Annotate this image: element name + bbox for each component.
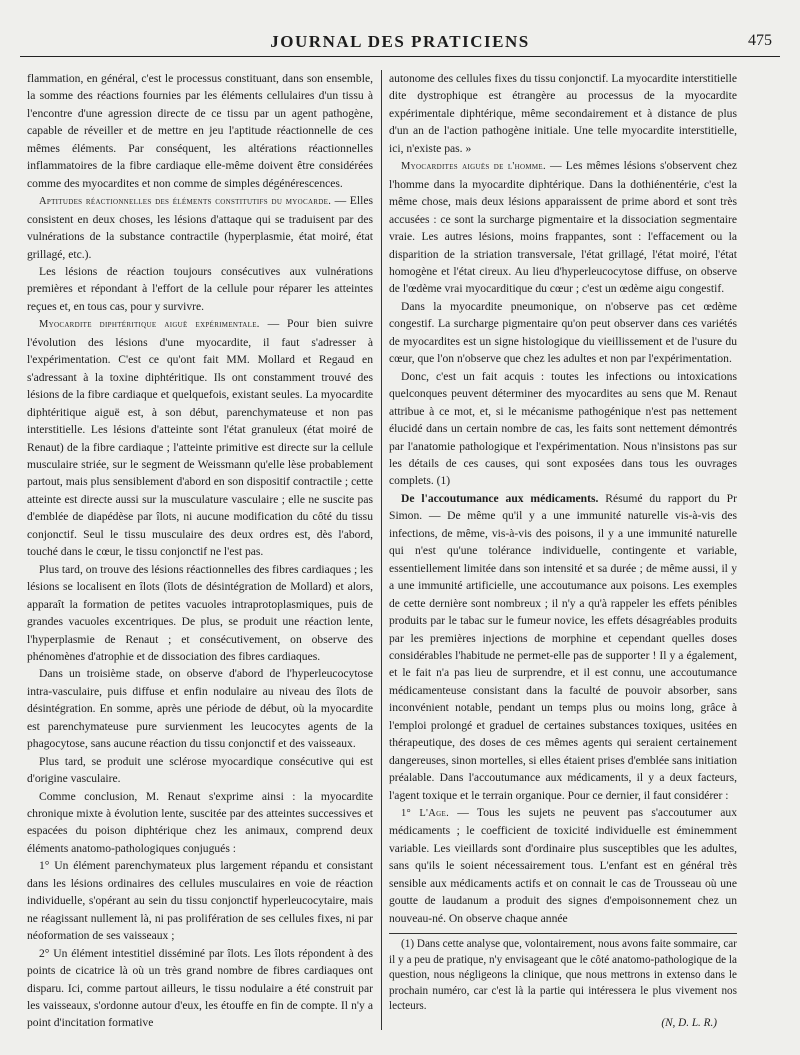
paragraph xyxy=(27,192,373,263)
page-header xyxy=(20,30,780,57)
paragraph-text: — Pour bien suivre l'évolution des lésions d'une myocardite, il faut s'adresser à l'expérimentation. C'est ce qu'ont fait MM. Mollard et Regaud en s'adressant à la toxine diphtéritique. Ils ont constamment trouvé des lésions de la fibre cardiaque et quelquefois, existant seules. La myocardite diphtéritique aiguë est, à son début, parenchymateuse et non pas interstitielle. Les lésions d'atteinte sont l'état granuleux (état moiré de Renaut) de la fibre cardiaque ; l'atteinte primitive est directe sur la cellule musculaire striée, sur le segment de Weissmann qu'elle lèse probablement partout, mais plus sensiblement d'abord en son dispositif contractile ; cette atteinte est directe aussi sur la musculature vasculaire ; elle ne suscite pas d'emblée de diapédèse par îlots, ni aucune modification du côté du tissu conjonctif. Seul le tissu musculaire des deux ordres est, dès l'abord, touché dans le cœur, le tissu conjonctif ne l'est pas. xyxy=(27,317,373,559)
paragraph: Plus tard, se produit une sclérose myocardique consécutive qui est d'origine vasculaire. xyxy=(27,754,373,786)
paragraph-text: — Tous les sujets ne peuvent pas s'accoutumer aux médicaments ; le coefficient de toxicité individuelle est éminemment variable. Les vieillards sont d'ordinaire plus susceptibles que les adultes, sans qu'ils le soient nécessairement tous. L'enfant est en général très sensible aux médicaments actifs et on connait le cas de Trousseau où une goutte de laudanum a produit des signes d'empoisonnement chez un nouveau-né. On observe chaque année xyxy=(389,806,738,925)
paragraph: 1° Un élément parenchymateux plus largement répandu et consistant dans les lésions ordinaires des cellules musculaires en voie de réaction individuelle, s'opérant au sein du tissu conjonctif hyperleucocytaire, mais ne réagissant nullement là, ni pas prolifération de ses cellules fixes, ni par néoformation de ses vaisseaux ; xyxy=(27,859,373,943)
right-column xyxy=(389,70,737,1032)
section-heading: De l'accoutumance aux médicaments. xyxy=(401,491,599,505)
paragraph: Comme conclusion, M. Renaut s'exprime ainsi : la myocardite chronique mixte à évolution lente, suscitée par des atteintes successives et espacées du poison diphtérique chez les animaux, comprend deux éléments anatomo-pathologiques conjugués : xyxy=(27,789,373,855)
footnote: (1) Dans cette analyse que, volontairement, nous avons faite sommaire, car il y a peu de pratique, n'y envisageant que le côté anatomo-pathologique de la question, nous négligeons la clinique, que nous mettrons in extenso dans le prochain numéro, car c'est là la partie qui intéressera le plus vivement nos lecteurs. xyxy=(389,938,737,1013)
paragraph-text: — Les mêmes lésions s'observent chez l'homme dans la myocardite diphtérique. Dans la dothiénentérie, c'est la même chose, mais deux lésions apparaissent de prime abord et sont très accusées : ce sont la surcharge pigmentaire et la dissociation segmentaire vraie. Les autres lésions, moins frappantes, sont : l'effacement ou la disparition de la striation transversale, l'état grillagé, l'état moiré, l'état homogène et l'état cireux. Au lieu d'hyperleucocytose diffuse, on observe de l'œdème vrai myocarditique du cœur ; c'est un œdème aigu congestif. xyxy=(389,159,737,296)
paragraph: 2° Un élément intestitiel disséminé par îlots. Les îlots répondent à des points de cicatrice là où un très grand nombre de fibres cardiaques ont disparu. Ici, comme partout ailleurs, le tissu nodulaire a été construit par les vaisseaux, s'ordonne autour d'eux, les étouffe en fin de compte. Il n'y a point d'incitation formative xyxy=(27,946,373,1030)
footnote-signature: (N, D. L. R.) xyxy=(661,1016,717,1029)
paragraph: Dans la myocardite pneumonique, on n'observe pas cet œdème congestif. La surcharge pigmentaire qu'on peut observer dans ces variétés de myocardites est un signe histologique du vieillissement et de l'usure du cœur, que l'on n'observe que chez les adultes et non par l'expérimentation. xyxy=(389,299,737,366)
paragraph: autonome des cellules fixes du tissu conjonctif. La myocardite interstitielle dite dystrophique est étrangère au processus de la myocardite expérimentale diphtérique, même secondairement et à distance de plus d'un an de l'action pathogène initiale. Une telle myocardite interstitielle, ici, n'existe pas. » xyxy=(389,72,737,155)
paragraph xyxy=(389,490,737,804)
section-heading: Myocardites aiguës de l'homme. xyxy=(401,161,546,173)
paragraph xyxy=(389,157,737,298)
journal-title: JOURNAL DES PRATICIENS xyxy=(270,32,530,51)
paragraph xyxy=(27,315,373,560)
section-heading: Aptitudes réactionnelles des éléments constitutifs du myocarde. xyxy=(39,196,332,208)
footnote-rule xyxy=(389,933,737,934)
paragraph: Donc, c'est un fait acquis : toutes les infections ou intoxications quelconques peuvent déterminer des myocardites au sens que M. Renaut attribue à ce mot, et, si le mécanisme pathogénique n'est pas nettement élucidé dans un certain nombre de cas, les faits sont nettement démontrés par l'anatomie pathologique et l'expérimentation. Nous n'insistons pas sur les détails de ces causes, qui sont exposées dans tous les ouvrages complets. (1) xyxy=(389,369,737,488)
paragraph: flammation, en général, c'est le processus constituant, dans son ensemble, la somme des réactions fournies par les éléments cellulaires d'un tissu à l'encontre d'une agression directe de ce tissu par un agent pathogène, capable de réveiller et de mettre en jeu l'aptitude réactionnelle de ces mêmes éléments. Par conséquent, les altérations réactionnelles inflammatoires de la fibre cardiaque elle-même doivent être considérées comme des myocardites et non comme de simples dégénérescences. xyxy=(27,72,373,190)
paragraph xyxy=(389,804,737,927)
section-heading: Myocardite diphtéritique aiguë expérimentale. xyxy=(39,319,260,331)
paragraph-text: — Elles consistent en deux choses, les lésions d'attaque qui se traduisent par des vulnérations de la substance contractile (hyperplasmie, état moiré, état grillagé, etc.). xyxy=(27,194,373,261)
paragraph: Dans un troisième stade, on observe d'abord de l'hyperleucocytose intra-vasculaire, puis diffuse et enfin nodulaire au niveau des îlots de désintégration. En somme, après une période de début, où la myocardite est parenchymateuse pure survienment les leucocytes agents de la phagocytose, sans aucune réaction du tissu conjonctif et des vaisseaux. xyxy=(27,667,373,751)
left-column xyxy=(27,70,373,1032)
paragraph: Les lésions de réaction toujours consécutives aux vulnérations premières et répondant à l'effort de la cellule pour réparer les atteintes reçues et, en tous cas, pour y survivre. xyxy=(27,264,373,313)
column-divider xyxy=(381,70,382,1030)
paragraph-text: Résumé du rapport du Pr Simon. — De même qu'il y a une immunité naturelle vis-à-vis des infections, de même, vis-à-vis des poisons, il y a une immunité naturelle qui n'est qu'une tolérance individuelle, contingente et variable, essentiellement limitée dans son intensité et sa durée ; de même aussi, il y a une immunité artificielle, une accoutumance aux poisons. Les exemples de cette dernière sont nombreux ; il n'y a qu'à rappeler les effets pénibles produits par le tabac sur le fumeur novice, les effets désagréables produits par les premières injections de morphine et cependant quelles doses considérables l'habitude ne permet-elle pas de supporter ! Il y a également, et le fait n'a pas lieu de surprendre, et il est connu, une accoutumance médicamenteuse consistant dans la faculté de pouvoir absorber, sans inconvénient notable, pendant un temps plus ou moins long, grâce à l'emploi prolongé et graduel de certaines substances toxiques, usitées en thérapeutique, des doses de ces mêmes agents qui seraient certainement dangereuses, sinon mortelles, si elles étaient prises d'emblée sans initiation préalable. Dans l'accoutumance aux médicaments, il y a deux facteurs, l'agent toxique et le terrain organique. Pour ce dernier, il faut considérer : xyxy=(389,491,737,802)
page-number: 475 xyxy=(748,32,772,49)
section-heading: 1° L'Age. xyxy=(401,808,449,820)
paragraph: Plus tard, on trouve des lésions réactionnelles des fibres cardiaques ; les lésions se localisent en îlots (îlots de désintégration de Mollard) et alors, apparaît la formation de petites vacuoles intraprotoplasmiques, puis de grandes vacuoles excentriques. De plus, se produit une réaction lente, l'hyperplasmie de Renaut ; et consécutivement, on observe des phénomènes d'atrophie et de dissociation des fibres cardiaques. xyxy=(27,562,373,663)
